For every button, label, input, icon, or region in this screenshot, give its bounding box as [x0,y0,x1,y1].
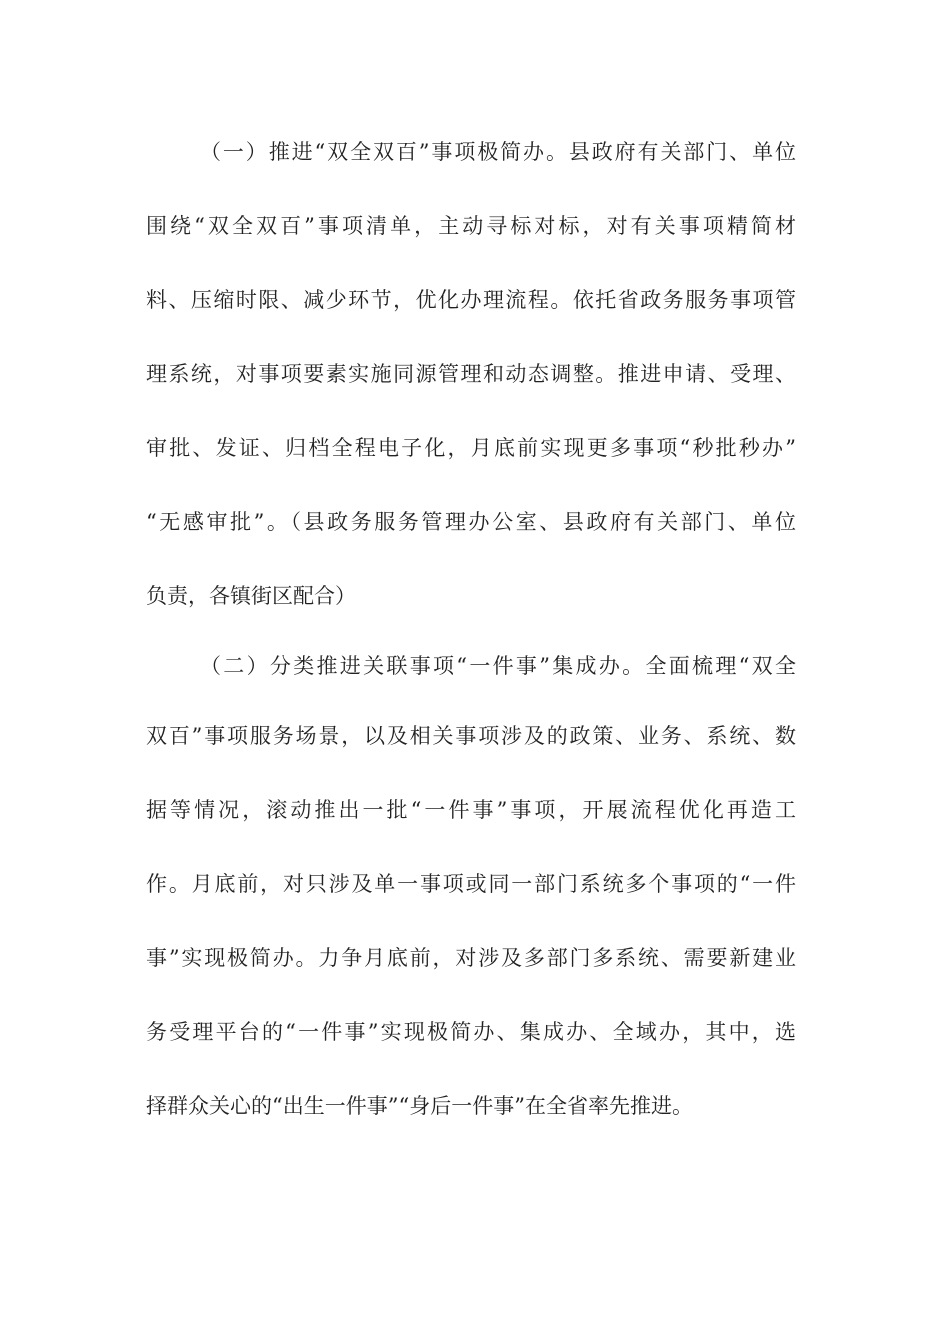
paragraph-1-line-2: 围绕“双全双百”事项清单，主动寻标对标，对有关事项精简材 [146,214,796,238]
paragraph-1-line-5: 审批、发证、归档全程电子化，月底前实现更多事项“秒批秒办” [146,436,796,460]
paragraph-2-line-7: 择群众关心的“出生一件事”“身后一件事”在全省率先推进。 [146,1094,693,1118]
paragraph-1-line-7: 负责，各镇街区配合） [146,584,356,608]
paragraph-2-line-2: 双百”事项服务场景，以及相关事项涉及的政策、业务、系统、数 [146,724,796,748]
paragraph-1-line-3: 料、压缩时限、减少环节，优化办理流程。依托省政务服务事项管 [146,288,796,312]
paragraph-2-line-3: 据等情况，滚动推出一批“一件事”事项，开展流程优化再造工 [146,798,796,822]
paragraph-2-line-4: 作。月底前，对只涉及单一事项或同一部门系统多个事项的“一件 [146,872,796,896]
paragraph-2-line-5: 事”实现极简办。力争月底前，对涉及多部门多系统、需要新建业 [146,946,796,970]
paragraph-1-line-1: （一）推进“双全双百”事项极简办。县政府有关部门、单位 [200,140,796,164]
paragraph-2-line-6: 务受理平台的“一件事”实现极简办、集成办、全域办，其中，选 [146,1020,796,1044]
paragraph-1-line-4: 理系统，对事项要素实施同源管理和动态调整。推进申请、受理、 [146,362,796,386]
paragraph-1-line-6: “无感审批”。（县政务服务管理办公室、县政府有关部门、单位 [146,510,796,534]
paragraph-2-line-1: （二）分类推进关联事项“一件事”集成办。全面梳理“双全 [200,654,796,678]
